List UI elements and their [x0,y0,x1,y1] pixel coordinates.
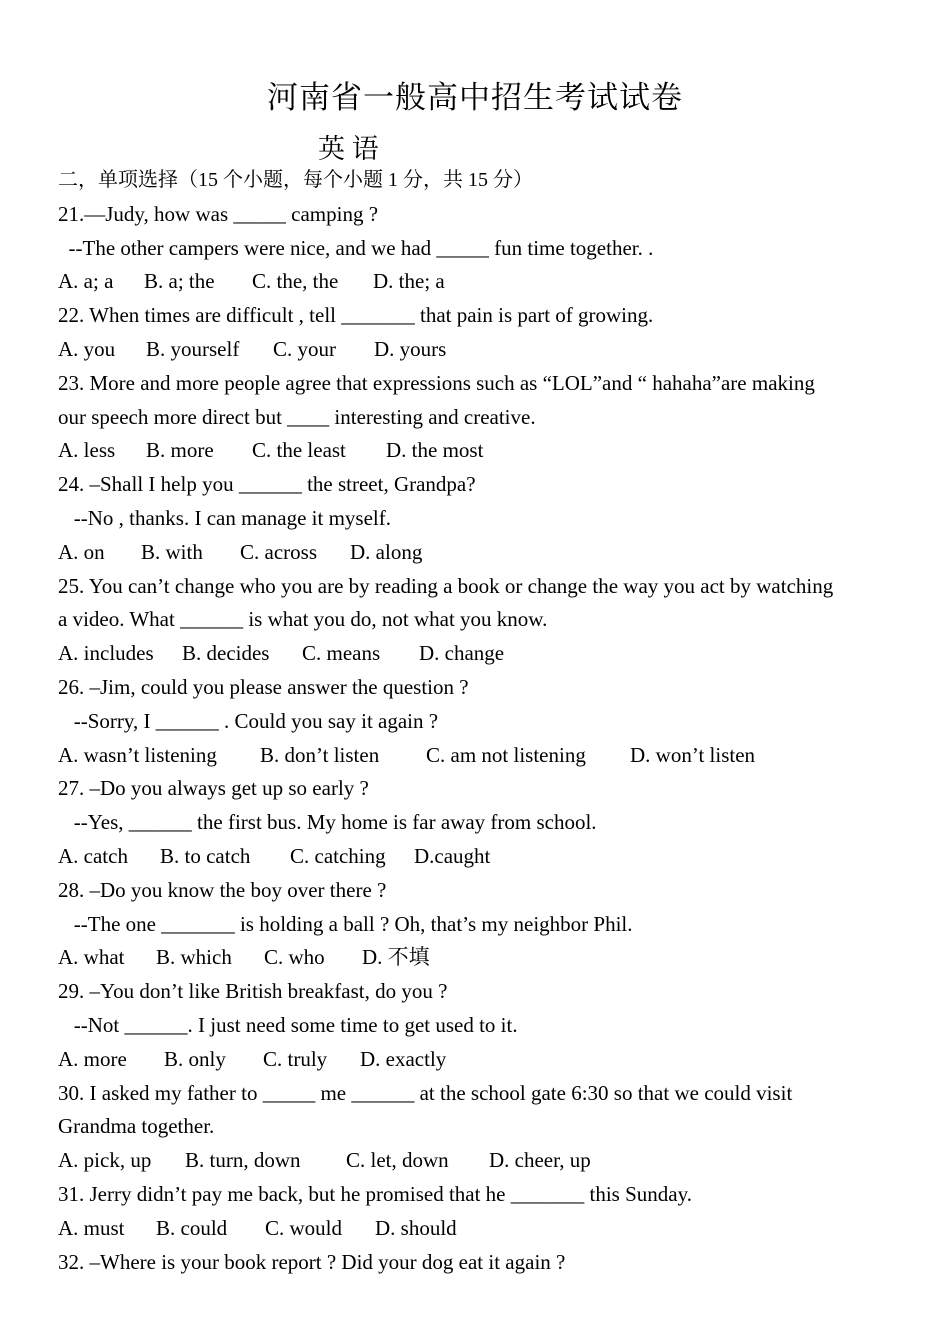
question-27 [58,772,918,873]
question-31 [58,1178,918,1246]
option-d: D. cheer, up [489,1148,591,1173]
section-heading: 二，单项选择（15 个小题，每个小题 1 分，共 15 分） [58,169,533,191]
option-d: D. exactly [360,1046,447,1071]
question-29 [58,975,918,1076]
option-a: A. includes [58,641,154,666]
answer-options [58,840,918,874]
option-a: A. what [58,945,125,970]
option-c: C. across [240,539,317,564]
question-text: 26. –Jim, could you please answer the question ? [58,674,469,699]
answer-options [58,739,918,773]
option-b: B. to catch [160,843,251,868]
exam-content [58,164,918,1279]
option-c: C. the, the [252,269,339,294]
question-text: 32. –Where is your book report ? Did your dog eat it again ? [58,1249,566,1274]
option-d: D. the; a [373,269,445,294]
option-c: C. the least [252,438,346,463]
option-d: D. 不填 [362,945,430,970]
answer-options [58,434,918,468]
option-a: A. you [58,336,116,361]
answer-options [58,536,918,570]
question-21 [58,198,918,299]
option-b: B. don’t listen [260,742,380,767]
option-a: A. less [58,438,116,463]
question-text: a video. What ______ is what you do, not what you know. [58,607,548,632]
option-d: D. the most [386,438,484,463]
question-text: 29. –You don’t like British breakfast, do you ? [58,979,448,1004]
option-b: B. only [164,1046,226,1071]
option-a: A. on [58,539,105,564]
question-text: 31. Jerry didn’t pay me back, but he promised that he _______ this Sunday. [58,1181,692,1206]
question-text: our speech more direct but ____ interesting and creative. [58,404,536,429]
answer-options [58,941,918,975]
option-d: D. along [350,539,423,564]
question-text: --Not ______. I just need some time to get used to it. [58,1012,518,1037]
question-text: --Yes, ______ the first bus. My home is far away from school. [58,810,597,835]
question-text: 22. When times are difficult , tell _______ that pain is part of growing. [58,303,654,328]
question-28 [58,874,918,975]
option-d: D. yours [374,336,447,361]
option-d: D. change [419,641,505,666]
option-a: A. catch [58,843,128,868]
answer-options [58,637,918,671]
option-a: A. more [58,1046,127,1071]
question-22 [58,299,918,367]
question-text: 21.—Judy, how was _____ camping ? [58,201,379,226]
option-d: D. won’t listen [630,742,756,767]
question-26 [58,671,918,772]
question-32 [58,1246,918,1280]
option-d: D. should [375,1215,457,1240]
option-a: A. pick, up [58,1148,152,1173]
option-b: B. which [156,945,232,970]
question-text: 24. –Shall I help you ______ the street, Grandpa? [58,472,476,497]
option-b: B. more [146,438,214,463]
option-c: C. would [265,1215,343,1240]
option-d: D.caught [414,843,491,868]
question-text: 23. More and more people agree that expressions such as “LOL”and “ hahaha”are making [58,370,815,395]
question-text: --The other campers were nice, and we had _____ fun time together. . [58,235,654,260]
question-text: Grandma together. [58,1114,215,1139]
answer-options [58,333,918,367]
page-title: 河南省一般高中招生考试试卷 [267,80,683,115]
option-c: C. your [273,336,336,361]
option-c: C. let, down [346,1148,449,1173]
question-23 [58,367,918,468]
question-text: 25. You can’t change who you are by reading a book or change the way you act by watching [58,573,834,598]
question-24 [58,468,918,569]
option-b: B. decides [182,641,270,666]
subject-subtitle: 英 语 [318,134,379,164]
question-text: --The one _______ is holding a ball ? Oh, that’s my neighbor Phil. [58,911,633,936]
question-text: --Sorry, I ______ . Could you say it again ? [58,708,439,733]
option-b: B. turn, down [185,1148,301,1173]
option-c: C. means [302,641,381,666]
option-c: C. catching [290,843,386,868]
answer-options [58,1212,918,1246]
option-b: B. with [141,539,203,564]
question-text: 30. I asked my father to _____ me ______ at the school gate 6:30 so that we could visit [58,1080,793,1105]
option-a: A. wasn’t listening [58,742,217,767]
option-b: B. yourself [146,336,240,361]
answer-options [58,1043,918,1077]
answer-options [58,265,918,299]
question-text: 27. –Do you always get up so early ? [58,776,369,801]
option-b: B. a; the [144,269,215,294]
option-c: C. am not listening [426,742,586,767]
option-a: A. must [58,1215,125,1240]
question-text: --No , thanks. I can manage it myself. [58,505,391,530]
question-25 [58,570,918,671]
question-text: 28. –Do you know the boy over there ? [58,877,387,902]
question-30 [58,1077,918,1178]
answer-options [58,1144,918,1178]
option-c: C. truly [263,1046,328,1071]
option-b: B. could [156,1215,228,1240]
option-c: C. who [264,945,325,970]
option-a: A. a; a [58,269,114,294]
